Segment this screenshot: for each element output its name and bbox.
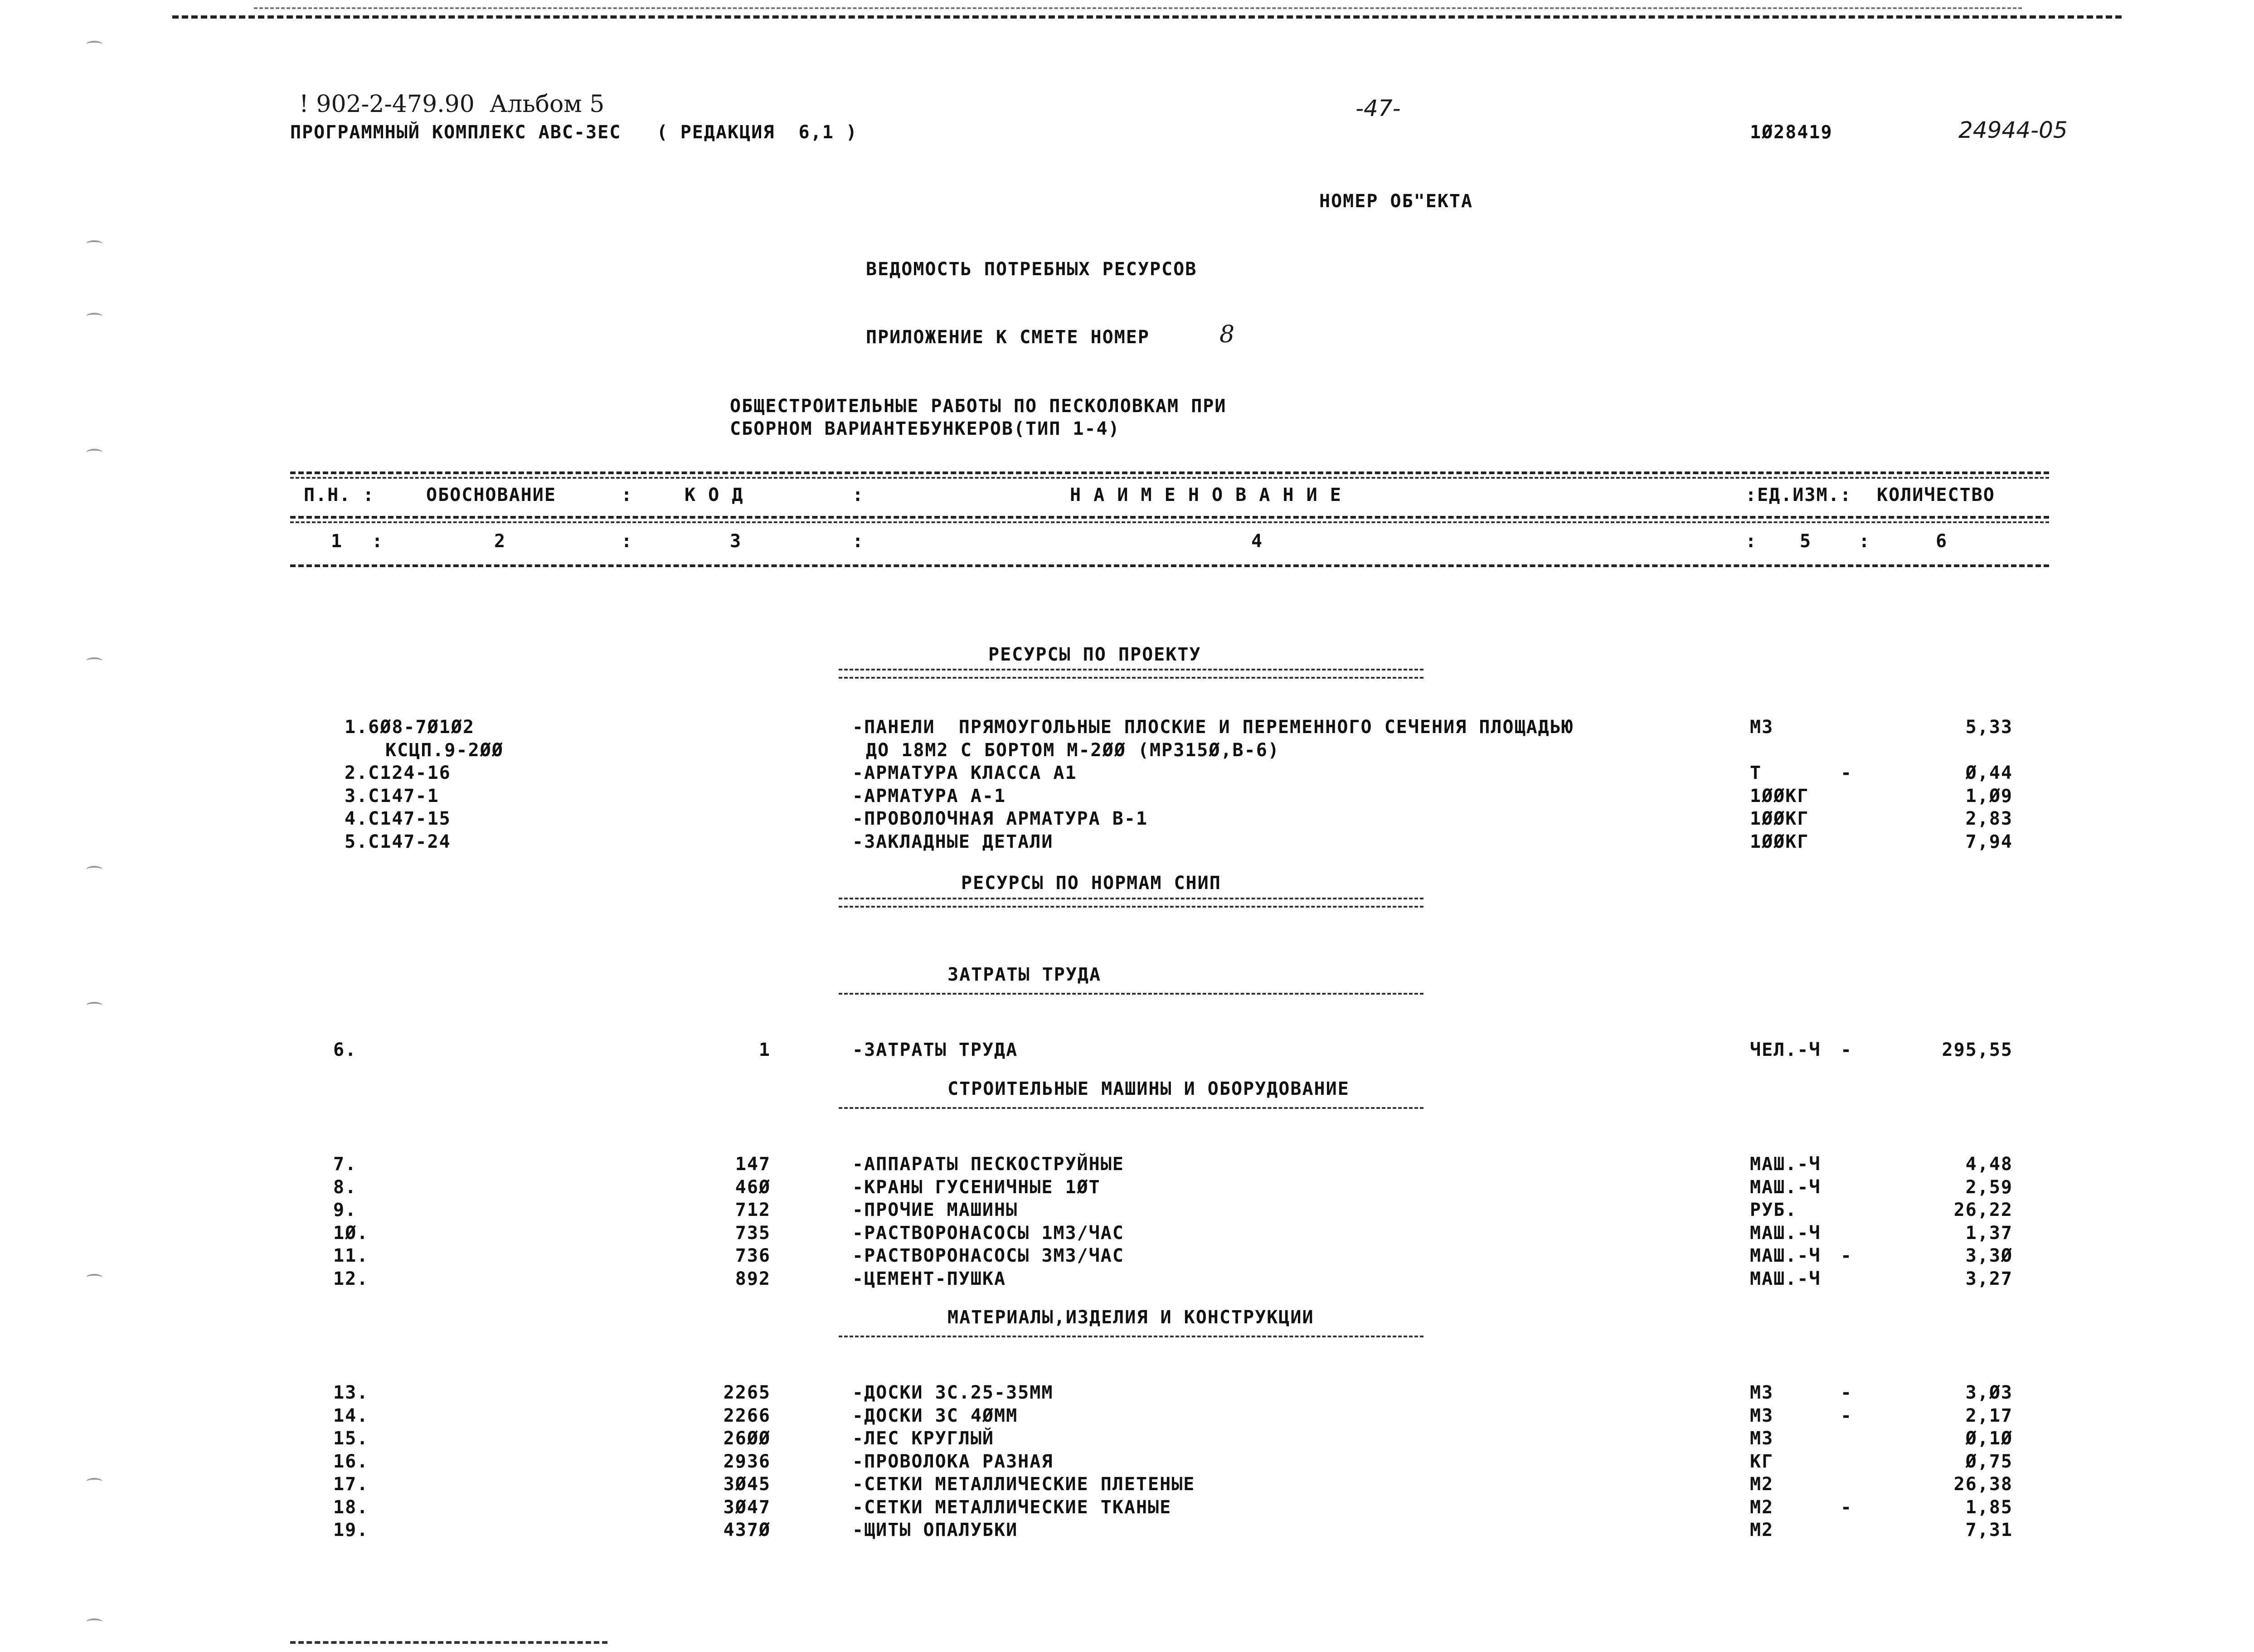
object-label: НОМЕР ОБ"ЕКТА [1319,191,1473,212]
table-top-rule [290,471,2049,474]
row-unit: М2 [1750,1497,1774,1518]
row-unit: 1ØØКГ [1750,831,1809,852]
section-labor-underline [839,993,1423,995]
row-quantity: 7,94 [1965,831,2013,852]
binding-mark [86,1274,102,1281]
top-perforation-2 [254,7,2022,9]
row-quantity: Ø,1Ø [1965,1428,2013,1449]
header-code: К О Д [685,485,744,505]
row-quantity: 4,48 [1965,1154,2013,1175]
appendix-label: ПРИЛОЖЕНИЕ К СМЕТЕ НОМЕР [866,327,1150,348]
row-code: 26ØØ [723,1428,771,1449]
row-name: -АРМАТУРА КЛАССА А1 [852,763,1077,783]
row-name: -КРАНЫ ГУСЕНИЧНЫЕ 1ØТ [852,1176,1101,1198]
row-dash: - [1841,1245,1853,1266]
row-dash: - [1841,763,1853,783]
row-number: 11. [333,1245,369,1266]
row-unit: 1ØØКГ [1750,808,1809,829]
top-perforation [172,15,2122,19]
row-quantity: 5,33 [1965,717,2013,738]
row-name-cont: ДО 18М2 С БОРТОМ М-2ØØ (МР315Ø,В-6) [866,739,1280,761]
row-quantity: 1,Ø9 [1965,785,2013,807]
binding-mark [86,866,102,873]
row-unit: РУБ. [1750,1200,1797,1220]
header-unit: :ЕД.ИЗМ.: [1745,485,1852,505]
row-name: -ПРОВОЛОКА РАЗНАЯ [852,1451,1054,1472]
row-name: -РАСТВОРОНАСОСЫ 1М3/ЧАС [852,1222,1124,1244]
row-name: -РАСТВОРОНАСОСЫ 3М3/ЧАС [852,1245,1124,1266]
row-code: 3Ø45 [723,1474,771,1495]
col-number-5: 5 [1800,531,1812,552]
row-quantity: 1,37 [1965,1222,2013,1244]
row-unit: ЧЕЛ.-Ч [1750,1040,1821,1060]
row-code: 147 [735,1154,771,1175]
section-machines-underline [839,1107,1423,1109]
row-quantity: 3,Ø3 [1965,1382,2013,1403]
section-machines: СТРОИТЕЛЬНЫЕ МАШИНЫ И ОБОРУДОВАНИЕ [947,1079,1350,1099]
table-top-rule-2 [290,477,2049,479]
row-number: 17. [333,1474,369,1495]
row-unit: М3 [1750,717,1774,738]
row-number: 14. [333,1405,369,1426]
row-number: 3.С147-1 [345,785,439,807]
header-name: Н А И М Е Н О В А Н И Е [1070,485,1342,505]
col-number-6: 6 [1936,531,1948,552]
row-number: 5.С147-24 [345,831,451,852]
row-name: -ПРОВОЛОЧНАЯ АРМАТУРА В-1 [852,808,1148,829]
binding-mark [86,240,102,248]
bottom-perforation [290,1641,607,1644]
row-name: -ЦЕМЕНТ-ПУШКА [852,1268,1006,1289]
section-materials: МАТЕРИАЛЫ,ИЗДЕЛИЯ И КОНСТРУКЦИИ [947,1307,1314,1328]
row-quantity: 3,27 [1965,1268,2013,1289]
binding-mark [86,1618,102,1626]
subtitle-line-1: ОБЩЕСТРОИТЕЛЬНЫЕ РАБОТЫ ПО ПЕСКОЛОВКАМ ПРИ [730,396,1227,417]
sheet-number: 24944-05 [1958,117,2068,143]
row-code: 2265 [723,1382,771,1403]
row-unit: МАШ.-Ч [1750,1268,1821,1289]
row-number-cont: КСЦП.9-2ØØ [385,739,504,761]
row-name: -ЛЕС КРУГЛЫЙ [852,1428,994,1449]
row-dash: - [1841,1040,1853,1060]
binding-mark [86,449,102,456]
row-name: -СЕТКИ МЕТАЛЛИЧЕСКИЕ ТКАНЫЕ [852,1497,1172,1518]
row-quantity: 2,59 [1965,1176,2013,1198]
row-code: 2936 [723,1451,771,1472]
row-quantity: 2,83 [1965,808,2013,829]
row-code: 712 [735,1200,771,1220]
row-number: 9. [333,1200,357,1220]
row-code: 1 [758,1040,771,1060]
row-unit: М3 [1750,1405,1774,1426]
table-header-bottom-rule [290,564,2049,567]
subtitle-line-2: СБОРНОМ ВАРИАНТЕБУНКЕРОВ(ТИП 1-4) [730,418,1120,439]
row-quantity: Ø,75 [1965,1451,2013,1472]
row-quantity: 295,55 [1942,1040,2013,1060]
row-number: 4.С147-15 [345,808,451,829]
row-quantity: 26,38 [1953,1474,2013,1495]
row-number: 19. [333,1520,369,1540]
row-quantity: 26,22 [1953,1200,2013,1220]
col-sep-1: : [372,531,384,552]
section-materials-underline [839,1336,1423,1337]
row-unit: КГ [1750,1451,1774,1472]
table-mid-rule [290,516,2049,519]
row-name: -АППАРАТЫ ПЕСКОСТРУЙНЫЕ [852,1154,1124,1175]
row-dash: - [1841,1382,1853,1403]
row-name: -ЗАКЛАДНЫЕ ДЕТАЛИ [852,831,1054,852]
row-quantity: 2,17 [1965,1405,2013,1426]
table-mid-rule-2 [290,521,2049,523]
row-name: -ДОСКИ 3С.25-35ММ [852,1382,1054,1403]
col-sep-5: : [1859,531,1871,552]
row-name: -ДОСКИ 3С 4ØММ [852,1405,1018,1426]
row-unit: МАШ.-Ч [1750,1245,1821,1266]
row-code: 2266 [723,1405,771,1426]
row-quantity: Ø,44 [1965,763,2013,783]
row-number: 6. [333,1040,357,1060]
row-number: 13. [333,1382,369,1403]
row-code: 892 [735,1268,771,1289]
col-sep-2: : [621,531,633,552]
row-unit: МАШ.-Ч [1750,1154,1821,1175]
row-unit: М2 [1750,1474,1774,1495]
col-number-2: 2 [494,531,506,552]
section-norms: РЕСУРСЫ ПО НОРМАМ СНИП [961,873,1221,894]
row-number: 12. [333,1268,369,1289]
row-unit: МАШ.-Ч [1750,1176,1821,1198]
row-number: 15. [333,1428,369,1449]
row-unit: Т [1750,763,1762,783]
doc-number: ! 902-2-479.90 Альбом 5 [299,91,605,118]
row-number: 8. [333,1176,357,1198]
appendix-number: 8 [1219,321,1235,348]
row-unit: МАШ.-Ч [1750,1222,1821,1244]
row-dash: - [1841,1405,1853,1426]
row-number: 1.6Ø8-7Ø1Ø2 [345,717,475,738]
header-code: 1Ø28419 [1750,122,1833,143]
section-project-underline [839,669,1423,679]
row-unit: 1ØØКГ [1750,785,1809,807]
header-basis: ОБОСНОВАНИЕ [426,485,556,505]
col-number-4: 4 [1251,531,1263,552]
header-pn: П.Н. : [304,485,375,505]
row-unit: М2 [1750,1520,1774,1540]
binding-mark [86,313,102,320]
document-title: ВЕДОМОСТЬ ПОТРЕБНЫХ РЕСУРСОВ [866,259,1197,280]
row-number: 7. [333,1154,357,1175]
binding-mark [86,41,102,48]
header-sep-1: : [621,485,633,505]
row-code: 3Ø47 [723,1497,771,1518]
row-name: -ЗАТРАТЫ ТРУДА [852,1040,1018,1060]
row-quantity: 1,85 [1965,1497,2013,1518]
row-quantity: 7,31 [1965,1520,2013,1540]
row-unit: М3 [1750,1428,1774,1449]
section-labor: ЗАТРАТЫ ТРУДА [947,964,1102,985]
row-name: -АРМАТУРА А-1 [852,785,1006,807]
program-label: ПРОГРАММНЫЙ КОМПЛЕКС АВС-3ЕС ( РЕДАКЦИЯ 6,1 ) [290,122,858,143]
row-name: -ПАНЕЛИ ПРЯМОУГОЛЬНЫЕ ПЛОСКИЕ И ПЕРЕМЕННОГО СЕЧЕНИЯ ПЛОЩАДЬЮ [852,717,1574,738]
row-dash: - [1841,1497,1853,1518]
row-code: 736 [735,1245,771,1266]
row-number: 1Ø. [333,1222,369,1244]
row-name: -ЩИТЫ ОПАЛУБКИ [852,1520,1018,1540]
row-number: 18. [333,1497,369,1518]
row-quantity: 3,3Ø [1965,1245,2013,1266]
col-number-3: 3 [730,531,742,552]
section-project: РЕСУРСЫ ПО ПРОЕКТУ [988,644,1201,665]
section-norms-underline [839,898,1423,908]
row-code: 735 [735,1222,771,1244]
binding-mark [86,1002,102,1009]
col-sep-3: : [852,531,865,552]
row-code: 437Ø [723,1520,771,1540]
page-mark: -47- [1355,95,1401,121]
row-name: -ПРОЧИЕ МАШИНЫ [852,1200,1018,1220]
binding-mark [86,657,102,665]
binding-mark [86,1478,102,1485]
header-sep-2: : [852,485,865,505]
col-number-1: 1 [331,531,343,552]
row-number: 2.С124-16 [345,763,451,783]
row-unit: М3 [1750,1382,1774,1403]
header-qty: КОЛИЧЕСТВО [1877,485,1995,505]
row-name: -СЕТКИ МЕТАЛЛИЧЕСКИЕ ПЛЕТЕНЫЕ [852,1474,1195,1495]
row-number: 16. [333,1451,369,1472]
row-code: 46Ø [735,1176,771,1198]
col-sep-4: : [1745,531,1758,552]
